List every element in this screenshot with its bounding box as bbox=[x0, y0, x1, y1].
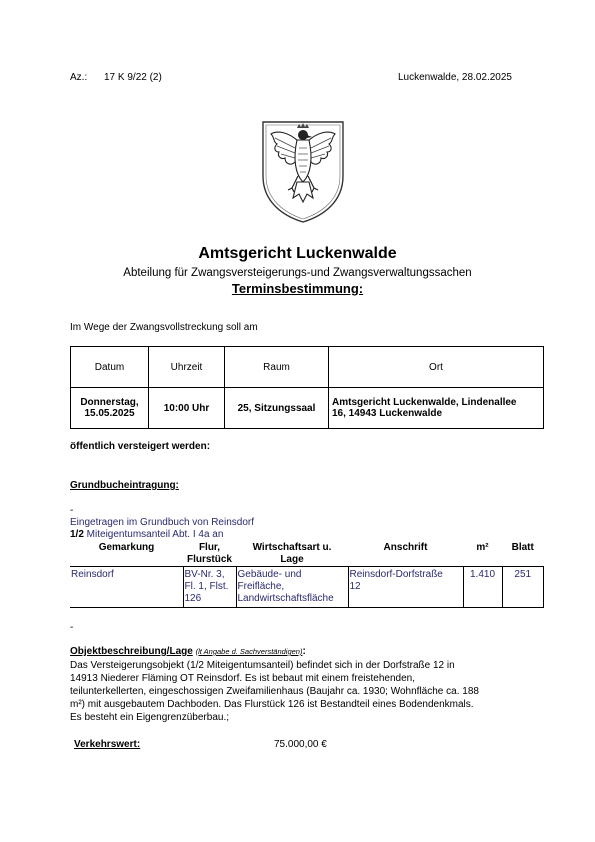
header-wirt-line2: Lage bbox=[280, 554, 304, 565]
grundbuch-heading: Grundbucheintragung: bbox=[70, 480, 179, 491]
cell-flur-line1: BV-Nr. 3, bbox=[184, 569, 225, 580]
header-ort: Ort bbox=[329, 347, 544, 388]
coat-of-arms-icon bbox=[259, 118, 347, 224]
termin-ort-line2: 16, 14943 Luckenwalde bbox=[332, 408, 443, 419]
verkehrswert-label: Verkehrswert: bbox=[74, 739, 141, 750]
header-flur-line2: Flurstück bbox=[186, 554, 232, 565]
termin-header-row bbox=[71, 347, 544, 388]
cell-flur-line3: 126 bbox=[184, 593, 202, 604]
objekt-line-2: 14913 Niederer Fläming OT Reinsdorf. Es ist bebaut mit einem freistehenden, bbox=[70, 673, 415, 684]
header-wirtschaftsart bbox=[236, 542, 348, 567]
objekt-line-4: m²) mit ausgebautem Dachboden. Das Flurstück 126 ist Bestandteil eines Bodendenkmals. bbox=[70, 699, 474, 710]
header-gemarkung: Gemarkung bbox=[70, 542, 183, 567]
header-m2: m² bbox=[463, 542, 502, 567]
versteigert-text: öffentlich versteigert werden: bbox=[70, 441, 211, 452]
az-value: 17 K 9/22 (2) bbox=[104, 72, 162, 83]
place-date: Luckenwalde, 28.02.2025 bbox=[398, 72, 512, 83]
cell-wirt-line1: Gebäude- und bbox=[237, 569, 302, 580]
az-label: Az.: bbox=[70, 72, 88, 83]
header-datum: Datum bbox=[71, 347, 149, 388]
cell-anschrift-line2: 12 bbox=[349, 581, 361, 592]
header-blatt: Blatt bbox=[502, 542, 544, 567]
cell-anschrift-line1: Reinsdorf-Dorfstraße bbox=[349, 569, 443, 580]
termin-data-row bbox=[71, 388, 544, 429]
termin-datum-line2: 15.05.2025 bbox=[84, 408, 135, 419]
header-flur bbox=[183, 542, 236, 567]
objekt-colon: : bbox=[302, 646, 306, 657]
court-name: Amtsgericht Luckenwalde bbox=[198, 245, 397, 262]
objekt-line-5: Es besteht ein Eigengrenzüberbau.; bbox=[70, 712, 229, 723]
termin-raum: 25, Sitzungssaal bbox=[225, 388, 329, 429]
verkehrswert-value: 75.000,00 € bbox=[274, 739, 327, 750]
grundbuch-header-row bbox=[70, 542, 544, 567]
objekt-heading-line bbox=[70, 646, 306, 657]
header-raum: Raum bbox=[225, 347, 329, 388]
termin-uhrzeit: 10:00 Uhr bbox=[149, 388, 225, 429]
grundbuch-anteil bbox=[70, 529, 223, 540]
header-uhrzeit: Uhrzeit bbox=[149, 347, 225, 388]
grundbuch-dash: - bbox=[70, 505, 74, 516]
grundbuch-dash-2: - bbox=[70, 622, 74, 633]
termin-ort-line1: Amtsgericht Luckenwalde, Lindenallee bbox=[332, 397, 517, 408]
cell-wirtschaftsart bbox=[236, 567, 348, 608]
cell-wirt-line2: Freifläche, bbox=[237, 581, 285, 592]
objekt-note: (lt Angabe d. Sachverständigen) bbox=[195, 647, 303, 656]
termin-datum-line1: Donnerstag, bbox=[80, 397, 139, 408]
header-flur-line1: Flur, bbox=[198, 542, 221, 553]
termin-ort bbox=[329, 388, 544, 429]
cell-gemarkung: Reinsdorf bbox=[70, 567, 183, 608]
cell-m2: 1.410 bbox=[463, 567, 502, 608]
court-department: Abteilung für Zwangsversteigerungs-und Zwangsverwaltungssachen bbox=[123, 267, 472, 279]
objekt-heading: Objektbeschreibung/Lage bbox=[70, 646, 193, 657]
cell-wirt-line3: Landwirtschaftsfläche bbox=[237, 593, 334, 604]
objekt-description bbox=[70, 659, 479, 724]
termin-datum bbox=[71, 388, 149, 429]
cell-blatt: 251 bbox=[502, 567, 544, 608]
grundbuch-table bbox=[70, 542, 544, 608]
cell-flur-line2: Fl. 1, Flst. bbox=[184, 581, 229, 592]
grundbuch-anteil-fraction: 1/2 bbox=[70, 529, 84, 540]
cell-flur bbox=[183, 567, 236, 608]
document-title: Terminsbestimmung: bbox=[231, 281, 364, 296]
grundbuch-anteil-text: Miteigentumsanteil Abt. I 4a an bbox=[83, 529, 224, 540]
header-anschrift: Anschrift bbox=[348, 542, 463, 567]
objekt-line-3: teilunterkellerten, eingeschossigen Zweifamilienhaus (Baujahr ca. 1930; Wohnfläche ca. 188 bbox=[70, 686, 479, 697]
termin-table bbox=[70, 346, 544, 429]
objekt-line-1: Das Versteigerungsobjekt (1/2 Miteigentumsanteil) befindet sich in der Dorfstraße 12 in bbox=[70, 660, 455, 671]
cell-anschrift bbox=[348, 567, 463, 608]
grundbuch-eingetragen: Eingetragen im Grundbuch von Reinsdorf bbox=[70, 517, 254, 528]
header-wirt-line1: Wirtschaftsart u. bbox=[252, 542, 332, 553]
table-row bbox=[70, 567, 544, 608]
intro-text: Im Wege der Zwangsvollstreckung soll am bbox=[70, 322, 258, 333]
